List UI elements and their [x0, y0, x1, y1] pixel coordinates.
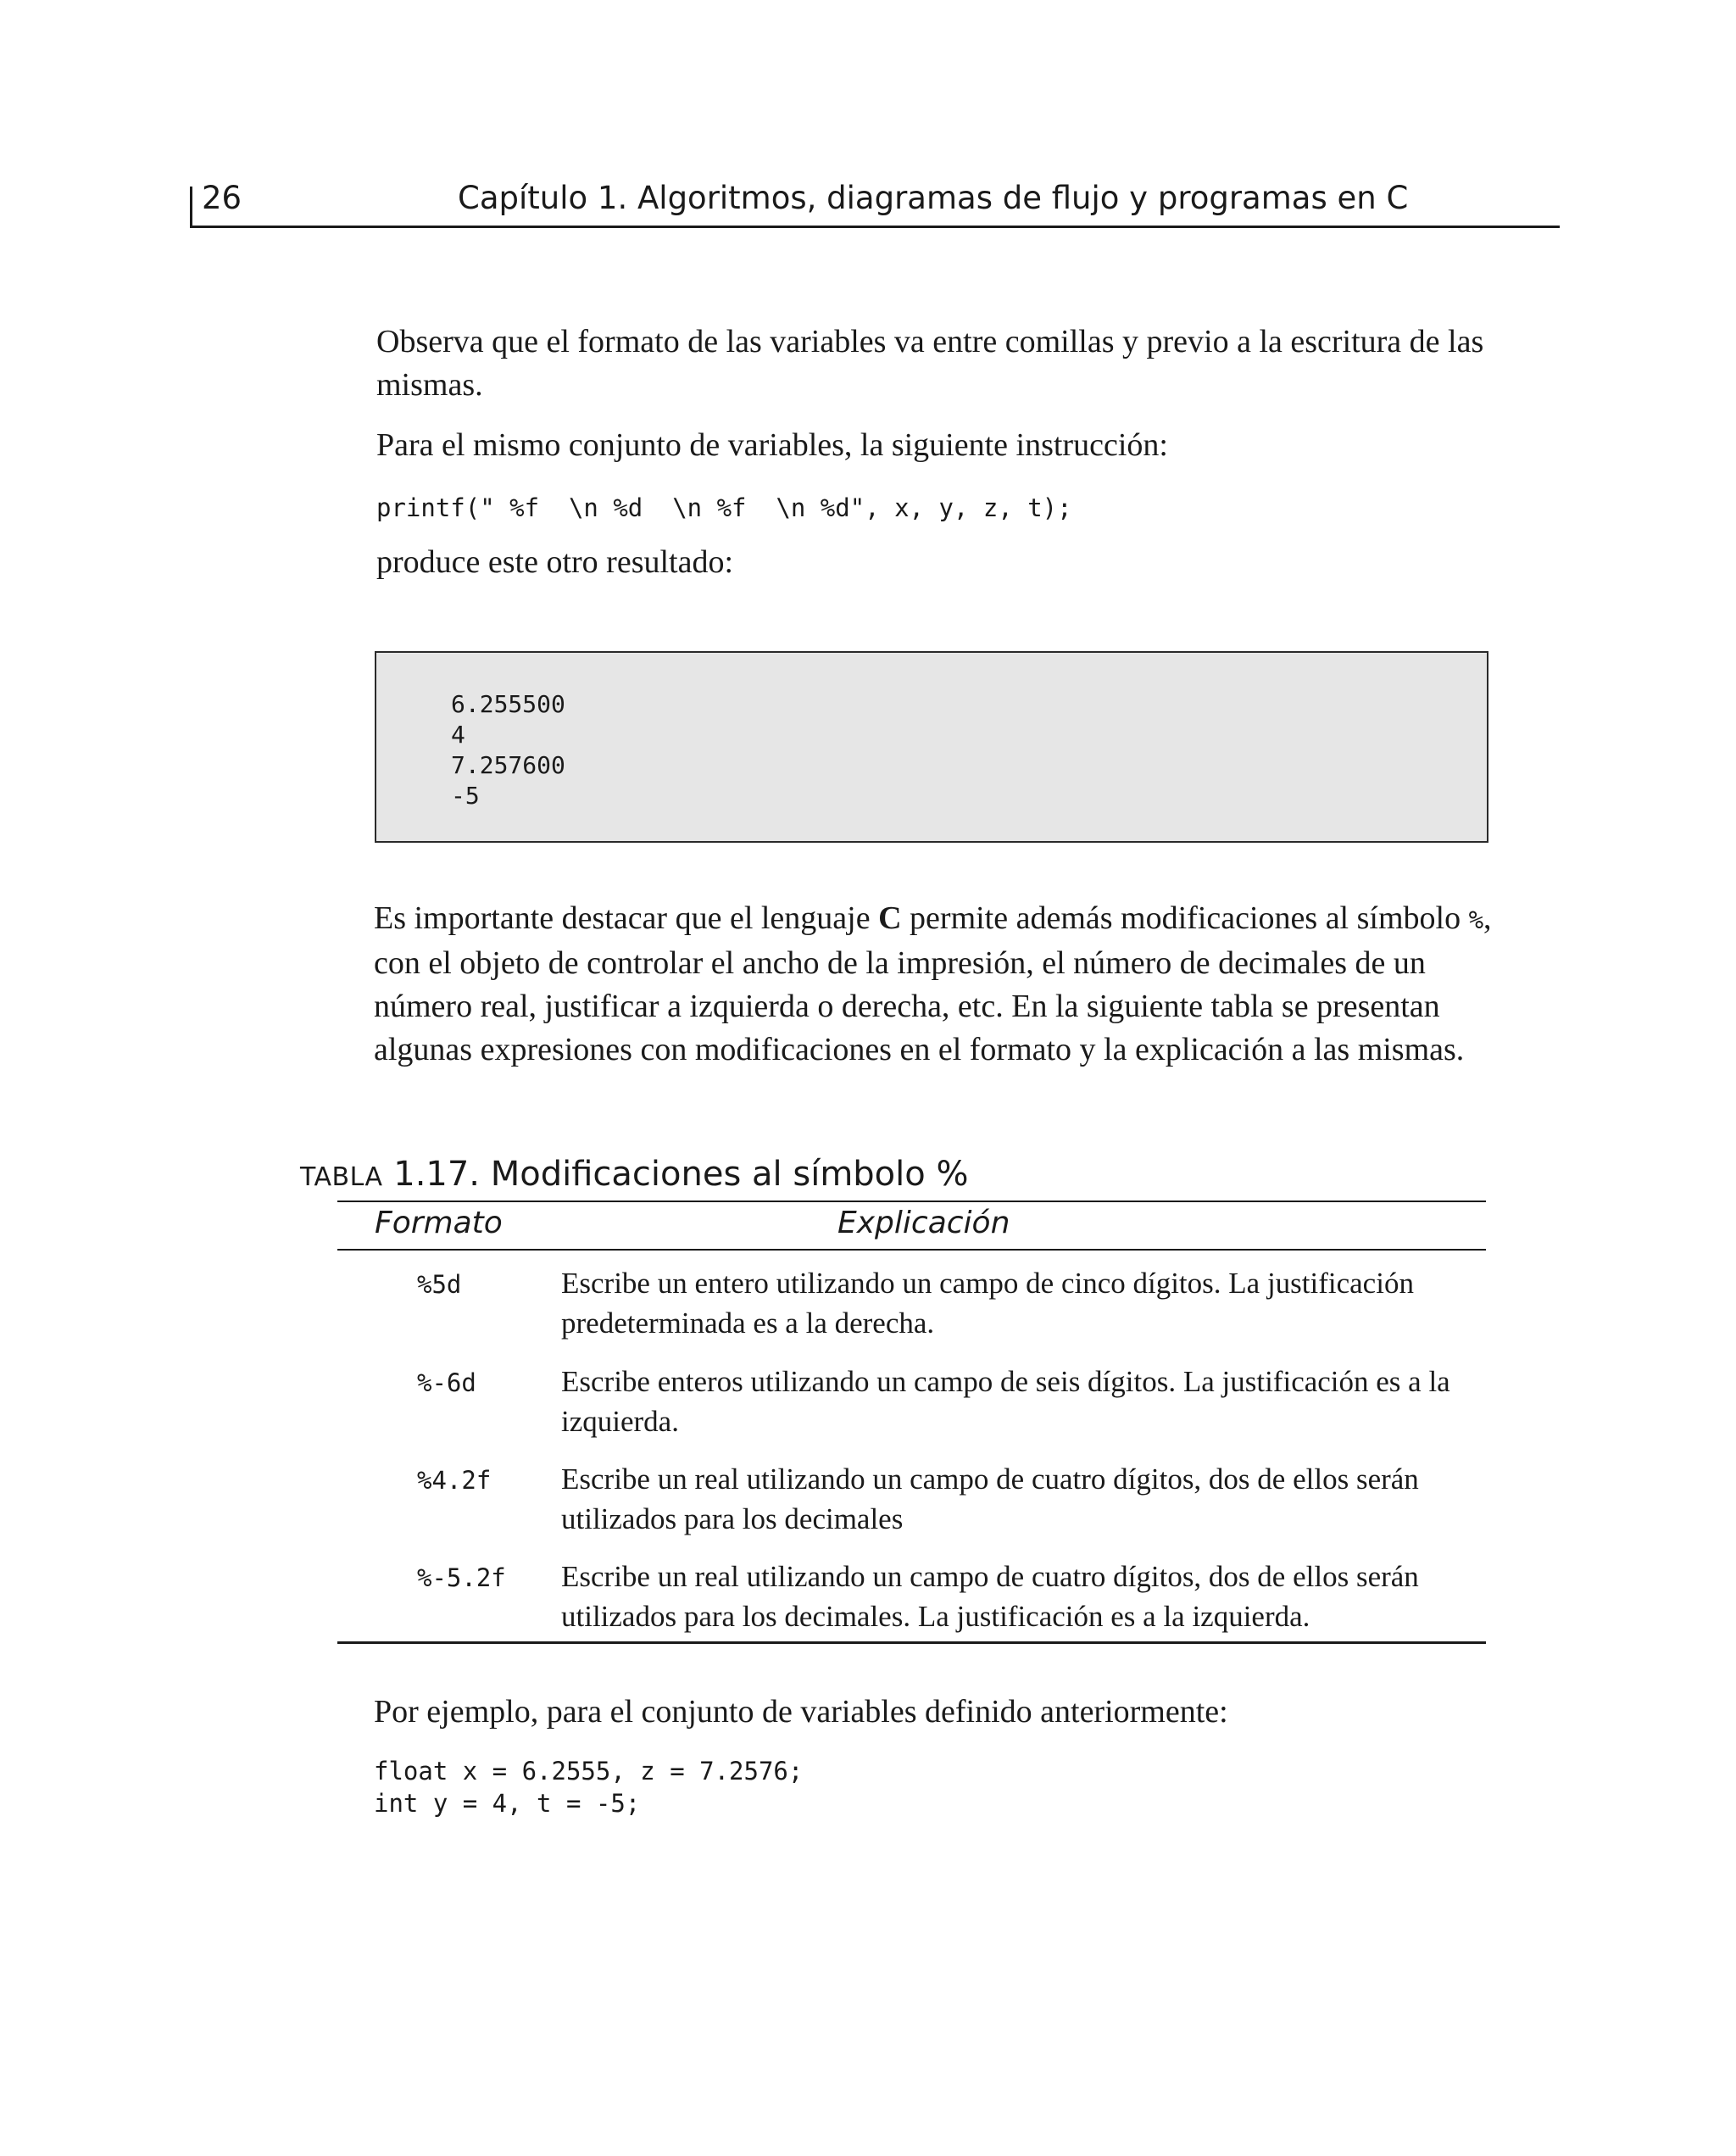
format-explanation: Escribe un real utilizando un campo de cuatro dígitos, dos de ellos serán utilizados para los decimales. La justificación es a la izquierda. — [561, 1560, 1419, 1633]
code-block-declarations — [374, 1755, 803, 1819]
table-row — [337, 1459, 1486, 1552]
format-code: %-6d — [417, 1368, 476, 1397]
format-code: %5d — [417, 1270, 462, 1299]
percent-symbol-code: % — [1468, 905, 1484, 934]
printf-code: printf(" %f \n %d \n %f \n %d", x, y, z, t); — [376, 493, 1072, 522]
table-header-explanation: Explicación — [837, 1206, 1010, 1240]
format-code: %4.2f — [417, 1466, 492, 1495]
table-rule-header — [337, 1249, 1486, 1251]
output-line: 6.255500 — [451, 690, 565, 718]
format-explanation: Escribe un real utilizando un campo de cuatro dígitos, dos de ellos serán utilizados para los decimales — [561, 1462, 1419, 1535]
paragraph-format-note: Observa que el formato de las variables va entre comillas y previo a la escritura de las mismas. — [376, 324, 1484, 403]
paragraph-modifiers — [374, 897, 1514, 1072]
table-row — [337, 1263, 1486, 1357]
table-caption-label: TABLA — [300, 1162, 383, 1192]
p4-text-b: permite además modificaciones al símbolo — [901, 900, 1469, 936]
table-caption — [300, 1155, 968, 1194]
table-header-format: Formato — [375, 1206, 503, 1240]
header-rule — [190, 226, 1560, 228]
output-line: -5 — [451, 782, 480, 810]
table-row — [337, 1557, 1486, 1650]
output-line: 4 — [451, 721, 465, 749]
p4-text-c: , con el objeto de controlar el ancho de la impresión, el número de decimales de un número real, justificar a izquierda o derecha, etc. En la siguiente tabla se presentan algunas expresiones con modificaciones en el formato y la explicación a las mismas. — [374, 900, 1492, 1067]
code-line: float x = 6.2555, z = 7.2576; — [374, 1757, 804, 1786]
table-caption-title: 1.17. Modificaciones al símbolo % — [382, 1155, 969, 1194]
language-c-bold: C — [878, 900, 902, 936]
header-margin-tick — [190, 187, 192, 227]
paragraph-produces: produce este otro resultado: — [376, 544, 734, 580]
format-explanation: Escribe enteros utilizando un campo de seis dígitos. La justificación es a la izquierda. — [561, 1365, 1450, 1438]
output-box — [375, 651, 1488, 843]
paragraph-same-variables: Para el mismo conjunto de variables, la siguiente instrucción: — [376, 427, 1168, 463]
output-line: 7.257600 — [451, 751, 565, 779]
table-rule-top — [337, 1201, 1486, 1202]
chapter-title: Capítulo 1. Algoritmos, diagramas de flujo y programas en C — [458, 180, 1409, 216]
format-explanation: Escribe un entero utilizando un campo de cinco dígitos. La justificación predeterminada es a la derecha. — [561, 1267, 1414, 1340]
running-header — [190, 170, 1560, 229]
page-number: 26 — [202, 180, 242, 216]
p4-text-a: Es importante destacar que el lenguaje — [374, 900, 879, 936]
table-row — [337, 1362, 1486, 1455]
format-code: %-5.2f — [417, 1563, 506, 1592]
paragraph-example: Por ejemplo, para el conjunto de variables definido anteriormente: — [374, 1694, 1228, 1730]
table-rule-bottom — [337, 1641, 1486, 1644]
code-line: int y = 4, t = -5; — [374, 1789, 641, 1818]
